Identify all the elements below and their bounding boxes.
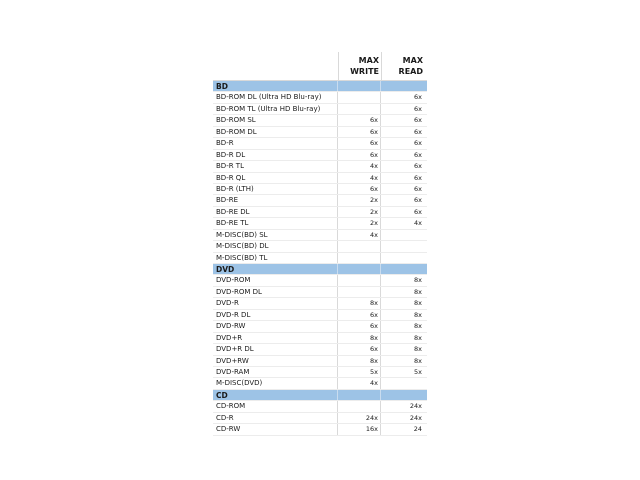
row-name-cell: DVD-R DL xyxy=(213,310,338,320)
row-write-cell: 5x xyxy=(338,367,381,377)
row-name-cell: DVD+RW xyxy=(213,356,338,366)
table-row xyxy=(213,333,427,344)
row-write-cell xyxy=(338,275,381,285)
row-read-cell: 6x xyxy=(414,207,422,216)
table-row xyxy=(213,287,427,298)
table-row xyxy=(213,195,427,206)
row-write-cell: 6x xyxy=(338,321,381,331)
header-blank-cell xyxy=(213,52,339,80)
row-write-cell: 6x xyxy=(338,138,381,148)
row-write-cell: 6x xyxy=(338,127,381,137)
row-read-cell: 6x xyxy=(414,184,422,193)
table-row xyxy=(213,150,427,161)
row-write-cell: 4x xyxy=(338,378,381,388)
row-write-cell: 2x xyxy=(338,207,381,217)
row-write-cell: 8x xyxy=(338,356,381,366)
table-row xyxy=(213,321,427,332)
row-write-cell: 6x xyxy=(338,344,381,354)
table-row xyxy=(213,275,427,286)
row-name-cell: DVD+R DL xyxy=(213,344,338,354)
row-read-cell xyxy=(381,390,424,400)
table-row xyxy=(213,310,427,321)
header-read-line2: READ xyxy=(398,67,423,76)
row-name-cell: BD-R QL xyxy=(213,173,338,183)
row-read-cell: 8x xyxy=(414,276,422,285)
table-row xyxy=(213,413,427,424)
row-read-cell: 6x xyxy=(414,104,422,113)
row-write-cell: 8x xyxy=(338,298,381,308)
table-row xyxy=(213,230,427,241)
header-max-write xyxy=(339,52,382,80)
row-read-cell: 6x xyxy=(414,127,422,136)
table-row xyxy=(213,161,427,172)
row-write-cell: 6x xyxy=(338,184,381,194)
row-name-cell: DVD-RAM xyxy=(213,367,338,377)
row-write-cell xyxy=(338,241,381,251)
row-write-cell: 6x xyxy=(338,310,381,320)
row-read-cell: 6x xyxy=(414,196,422,205)
row-name-cell: BD-RE xyxy=(213,195,338,205)
row-read-cell: 5x xyxy=(414,367,422,376)
row-read-cell xyxy=(381,81,424,91)
row-write-cell: 6x xyxy=(338,115,381,125)
row-name-cell: BD-RE TL xyxy=(213,218,338,228)
row-read-cell: 6x xyxy=(414,173,422,182)
row-name-cell: BD-ROM SL xyxy=(213,115,338,125)
table-row xyxy=(213,207,427,218)
row-read-cell xyxy=(381,253,424,263)
row-name-cell: CD-RW xyxy=(213,424,338,434)
row-read-cell: 8x xyxy=(414,310,422,319)
row-name-cell: BD xyxy=(213,81,338,91)
row-write-cell: 4x xyxy=(338,161,381,171)
row-name-cell: DVD-ROM DL xyxy=(213,287,338,297)
row-read-cell: 24x xyxy=(409,413,422,422)
table-row xyxy=(213,344,427,355)
row-name-cell: M-DISC(DVD) xyxy=(213,378,338,388)
table-row xyxy=(213,367,427,378)
header-read-line1: MAX xyxy=(402,56,423,65)
row-read-cell xyxy=(381,241,424,251)
table-row xyxy=(213,127,427,138)
row-name-cell: DVD-RW xyxy=(213,321,338,331)
row-write-cell xyxy=(338,390,381,400)
row-write-cell xyxy=(338,81,381,91)
row-read-cell: 4x xyxy=(414,219,422,228)
row-write-cell xyxy=(338,253,381,263)
row-write-cell xyxy=(338,92,381,102)
row-name-cell: DVD xyxy=(213,264,338,274)
row-name-cell: M-DISC(BD) TL xyxy=(213,253,338,263)
table-row xyxy=(213,92,427,103)
row-read-cell xyxy=(381,264,424,274)
row-write-cell: 6x xyxy=(338,150,381,160)
row-read-cell: 24 xyxy=(413,425,422,434)
header-write-line1: MAX xyxy=(358,56,379,65)
table-row xyxy=(213,173,427,184)
row-name-cell: DVD+R xyxy=(213,333,338,343)
row-read-cell xyxy=(381,378,424,388)
row-read-cell: 6x xyxy=(414,116,422,125)
row-name-cell: BD-ROM DL xyxy=(213,127,338,137)
row-name-cell: BD-ROM DL (Ultra HD Blu-ray) xyxy=(213,92,338,102)
section-header-row xyxy=(213,81,427,92)
row-name-cell: BD-RE DL xyxy=(213,207,338,217)
row-write-cell xyxy=(338,104,381,114)
row-read-cell: 6x xyxy=(414,150,422,159)
row-name-cell: BD-R xyxy=(213,138,338,148)
row-read-cell: 6x xyxy=(414,93,422,102)
table-row xyxy=(213,356,427,367)
row-name-cell: M-DISC(BD) SL xyxy=(213,230,338,240)
row-name-cell: BD-R TL xyxy=(213,161,338,171)
row-read-cell: 8x xyxy=(414,345,422,354)
row-name-cell: M-DISC(BD) DL xyxy=(213,241,338,251)
table-row xyxy=(213,104,427,115)
row-read-cell: 8x xyxy=(414,356,422,365)
table-row xyxy=(213,298,427,309)
row-name-cell: CD-ROM xyxy=(213,401,338,411)
table-row xyxy=(213,115,427,126)
table-row xyxy=(213,138,427,149)
row-write-cell: 2x xyxy=(338,195,381,205)
row-write-cell: 24x xyxy=(338,413,381,423)
header-write-line2: WRITE xyxy=(350,67,379,76)
section-header-row xyxy=(213,390,427,401)
table-row xyxy=(213,241,427,252)
row-write-cell xyxy=(338,264,381,274)
row-read-cell: 8x xyxy=(414,333,422,342)
row-write-cell: 16x xyxy=(338,424,381,434)
section-header-row xyxy=(213,264,427,275)
row-name-cell: BD-R DL xyxy=(213,150,338,160)
row-write-cell: 4x xyxy=(338,173,381,183)
row-name-cell: BD-ROM TL (Ultra HD Blu-ray) xyxy=(213,104,338,114)
row-name-cell: DVD-ROM xyxy=(213,275,338,285)
table-row xyxy=(213,424,427,435)
row-name-cell: CD-R xyxy=(213,413,338,423)
row-read-cell: 8x xyxy=(414,299,422,308)
row-name-cell: DVD-R xyxy=(213,298,338,308)
row-read-cell: 6x xyxy=(414,139,422,148)
row-read-cell xyxy=(381,230,424,240)
table-row xyxy=(213,401,427,412)
row-read-cell: 6x xyxy=(414,162,422,171)
table-row xyxy=(213,378,427,389)
row-read-cell: 8x xyxy=(414,322,422,331)
header-max-read xyxy=(382,52,425,80)
row-write-cell: 4x xyxy=(338,230,381,240)
row-write-cell xyxy=(338,401,381,411)
row-write-cell: 8x xyxy=(338,333,381,343)
speed-table xyxy=(213,52,427,436)
row-read-cell: 8x xyxy=(414,287,422,296)
row-write-cell xyxy=(338,287,381,297)
table-body xyxy=(213,81,427,436)
row-name-cell: BD-R (LTH) xyxy=(213,184,338,194)
table-row xyxy=(213,184,427,195)
row-read-cell: 24x xyxy=(409,402,422,411)
row-write-cell: 2x xyxy=(338,218,381,228)
table-row xyxy=(213,253,427,264)
table-header xyxy=(213,52,427,81)
row-name-cell: CD xyxy=(213,390,338,400)
table-row xyxy=(213,218,427,229)
